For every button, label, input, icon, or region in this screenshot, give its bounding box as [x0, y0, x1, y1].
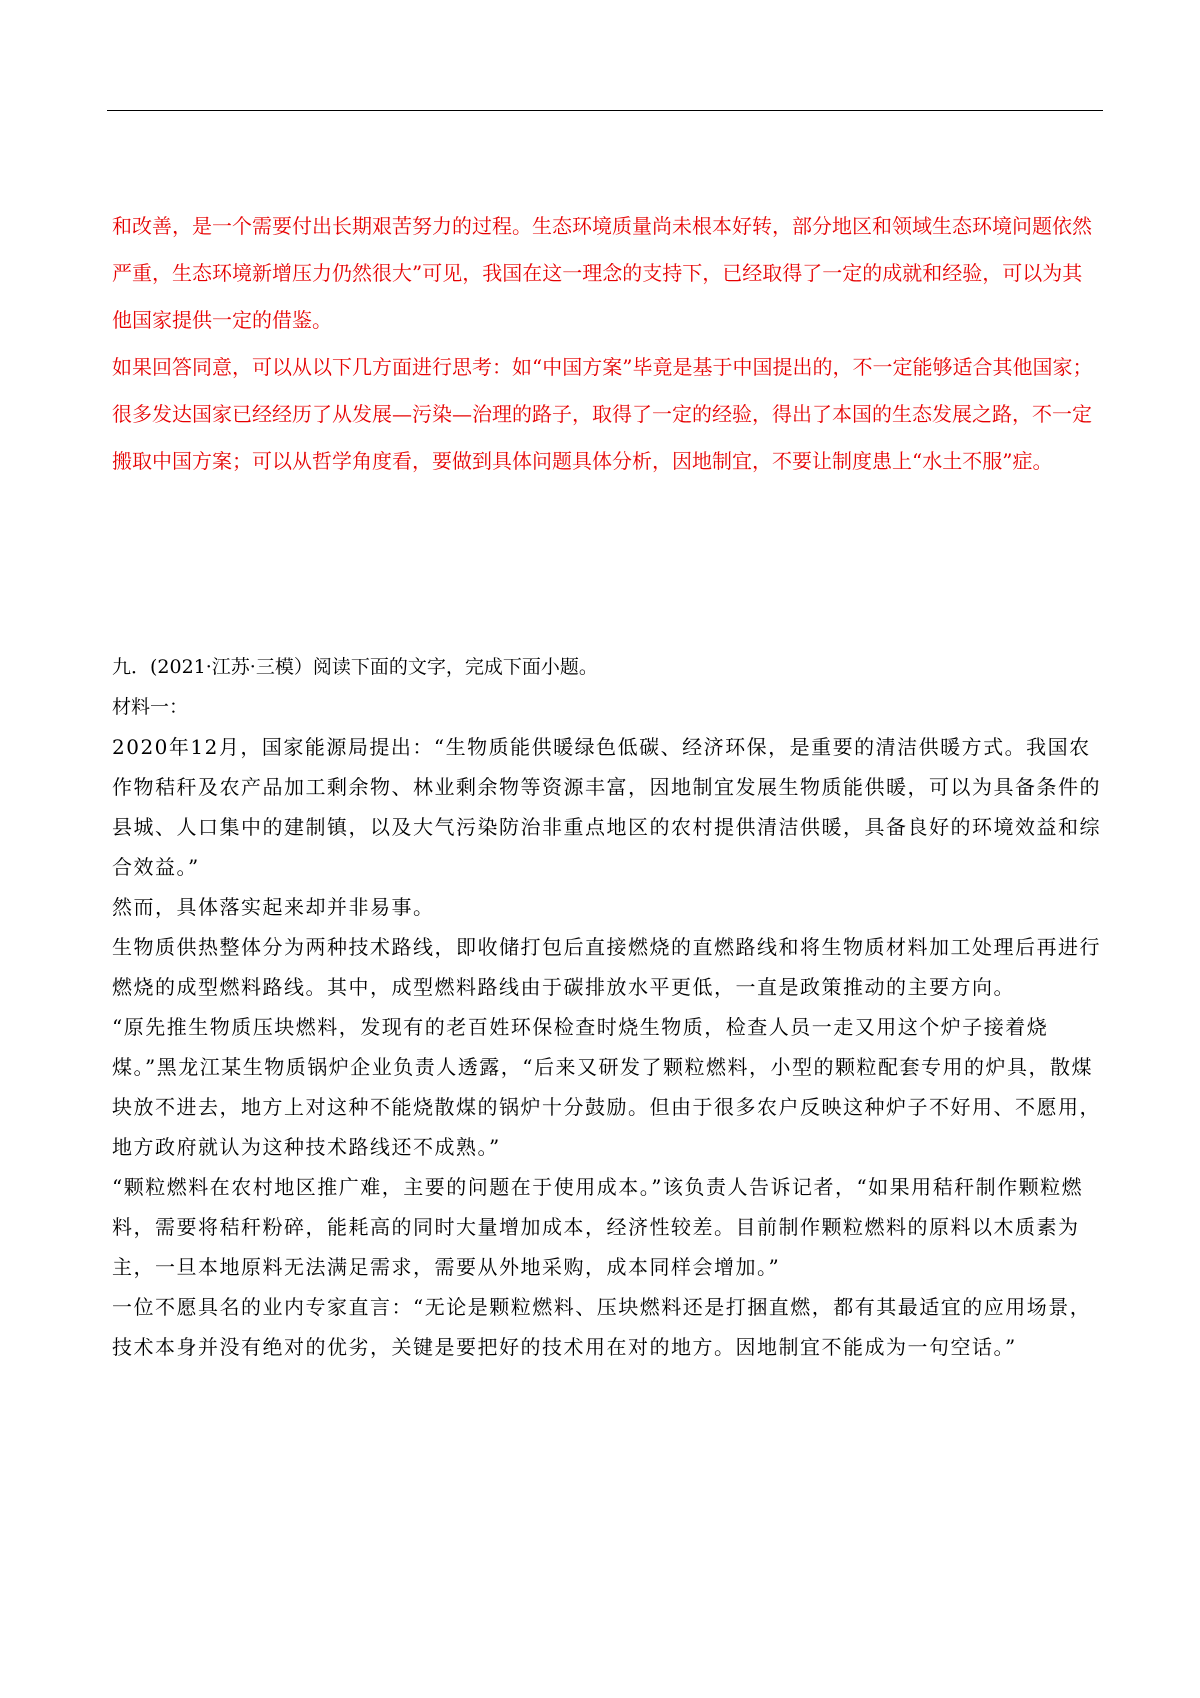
answer-paragraph: 如果回答同意，可以从以下几方面进行思考：如“中国方案”毕竟是基于中国提出的，不一定能够适合其他国家；很多发达国家已经经历了从发展—污染—治理的路子，取得了一定的经验，得出了本国的生态发展之路，不一定搬取中国方案；可以从哲学角度看，要做到具体问题具体分析，因地制宜，不要让制度患上“水土不服”症。	[112, 355, 1093, 473]
material-paragraph: “颗粒燃料在农村地区推广难，主要的问题在于使用成本。”该负责人告诉记者，“如果用秸秆制作颗粒燃料，需要将秸秆粉碎，能耗高的同时大量增加成本，经济性较差。目前制作颗粒燃料的原料以木质素为主，一旦本地原料无法满足需求，需要从外地采购，成本同样会增加。”	[112, 1175, 1084, 1279]
material-paragraph: 生物质供热整体分为两种技术路线，即收储打包后直接燃烧的直燃路线和将生物质材料加工处理后再进行燃烧的成型燃料路线。其中，成型燃料路线由于碳排放水平更低，一直是政策推动的主要方向。	[112, 935, 1101, 999]
question-heading: 九．(2021·江苏·三模）阅读下面的文字，完成下面小题。	[112, 656, 598, 678]
material-paragraph: “原先推生物质压块燃料，发现有的老百姓环保检查时烧生物质，检查人员一走又用这个炉子接着烧煤。”黑龙江某生物质锅炉企业负责人透露，“后来又研发了颗粒燃料，小型的颗粒配套专用的炉具，散煤块放不进去，地方上对这种不能烧散煤的锅炉十分鼓励。但由于很多农户反映这种炉子不好用、不愿用，地方政府就认为这种技术路线还不成熟。”	[112, 1015, 1101, 1159]
answer-paragraph: 和改善，是一个需要付出长期艰苦努力的过程。生态环境质量尚未根本好转，部分地区和领域生态环境问题依然严重，生态环境新增压力仍然很大”可见，我国在这一理念的支持下，已经取得了一定的成就和经验，可以为其他国家提供一定的借鉴。	[112, 214, 1092, 332]
material-paragraph: 然而，具体落实起来却并非易事。	[112, 895, 435, 919]
material-paragraph: 2020年12月，国家能源局提出：“生物质能供暖绿色低碳、经济环保，是重要的清洁供暖方式。我国农作物秸秆及农产品加工剩余物、林业剩余物等资源丰富，因地制宜发展生物质能供暖，可以为具备条件的县城、人口集中的建制镇，以及大气污染防治非重点地区的农村提供清洁供暖，具备良好的环境效益和综合效益。”	[112, 735, 1101, 879]
material-paragraph: 一位不愿具名的业内专家直言：“无论是颗粒燃料、压块燃料还是打捆直燃，都有其最适宜的应用场景，技术本身并没有绝对的优劣，关键是要把好的技术用在对的地方。因地制宜不能成为一句空话。”	[112, 1295, 1092, 1359]
answer-section	[112, 203, 1102, 485]
material-label: 材料一：	[112, 696, 189, 718]
material-body	[112, 727, 1107, 1367]
question-section	[112, 647, 1107, 1367]
header-rule	[107, 110, 1103, 111]
